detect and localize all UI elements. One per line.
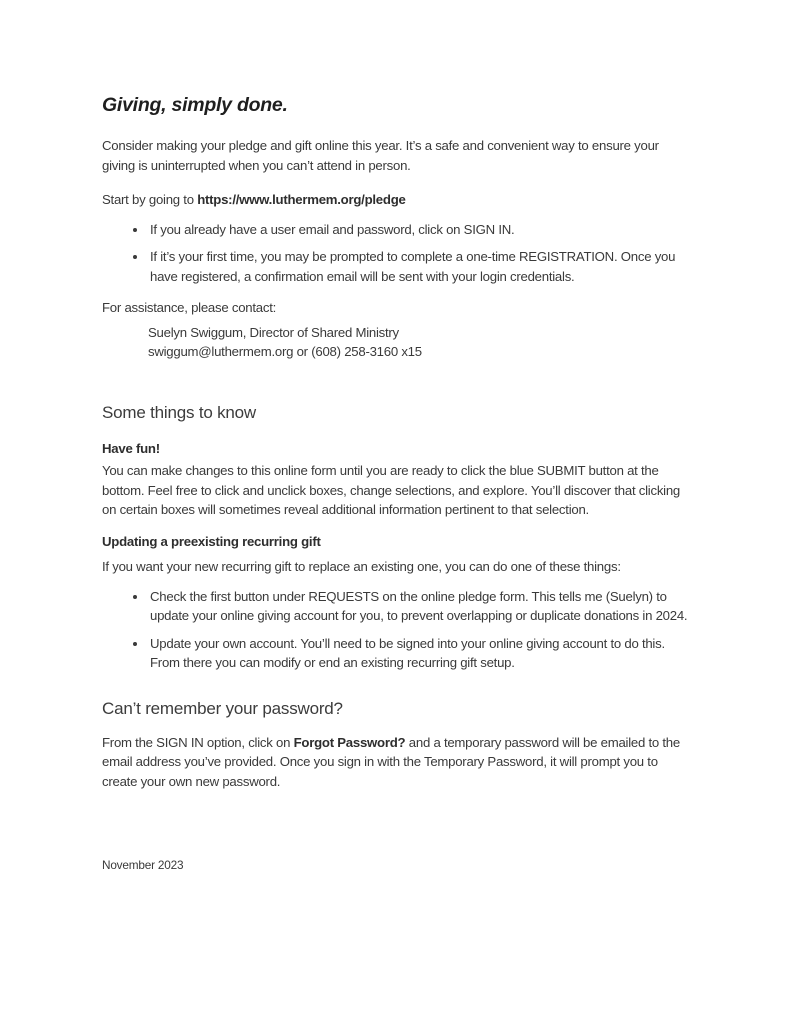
section-heading-password: Can’t remember your password? (102, 698, 343, 718)
signin-bullet-list (102, 220, 689, 287)
list-item: • Check the first button under REQUESTS on the online pledge form. This tells me (Suelyn) to update your online giving account for you, to prevent overlapping or duplicate donations in 2024. (148, 587, 689, 626)
updating-gift-bullet-list (102, 587, 689, 673)
pledge-url: https://www.luthermem.org/pledge (197, 192, 406, 207)
password-text-suffix: and a temporary password will be emailed to the email address you’ve provided. Once you sign in with the Temporary Password, it will prompt you to create your own new password. (102, 734, 680, 789)
assistance-intro: For assistance, please contact: (102, 300, 277, 315)
start-prefix-text: Start by going to (102, 192, 198, 207)
list-item: • Update your own account. You’ll need to be signed into your online giving account to do this. From there you can modify or end an existing recurring gift setup. (148, 634, 689, 673)
list-item: • If you already have a user email and password, click on SIGN IN. (148, 220, 689, 240)
contact-block (148, 323, 689, 362)
password-text-prefix: From the SIGN IN option, click on (102, 734, 294, 750)
start-paragraph (102, 190, 689, 210)
updating-gift-intro: If you want your new recurring gift to replace an existing one, you can do one of these things: (102, 559, 621, 574)
contact-name: Suelyn Swiggum, Director of Shared Ministry (148, 324, 399, 340)
intro-paragraph: Consider making your pledge and gift online this year. It’s a safe and convenient way to ensure your giving is uninterrupted when you can’t attend in person. (102, 138, 659, 173)
footer-date: November 2023 (102, 858, 184, 872)
password-paragraph (102, 733, 689, 792)
document-title: Giving, simply done. (102, 94, 288, 116)
forgot-password-label: Forgot Password? (293, 734, 406, 750)
have-fun-paragraph: You can make changes to this online form until you are ready to click the blue SUBMIT button at the bottom. Feel free to click and unclick boxes, change selections, and explore. You’ll discover that clicking on certain boxes will sometimes reveal additional information pertinent to that selection. (102, 463, 681, 517)
subheading-updating-gift: Updating a preexisting recurring gift (102, 533, 321, 549)
list-item: • If it’s your first time, you may be prompted to complete a one-time REGISTRATION. Once you have registered, a confirmation email will be sent with your login credentials. (148, 247, 689, 286)
contact-info: swiggum@luthermem.org or (608) 258-3160 x15 (148, 344, 422, 359)
subheading-have-fun: Have fun! (102, 440, 160, 456)
section-heading-things-to-know: Some things to know (102, 402, 257, 422)
